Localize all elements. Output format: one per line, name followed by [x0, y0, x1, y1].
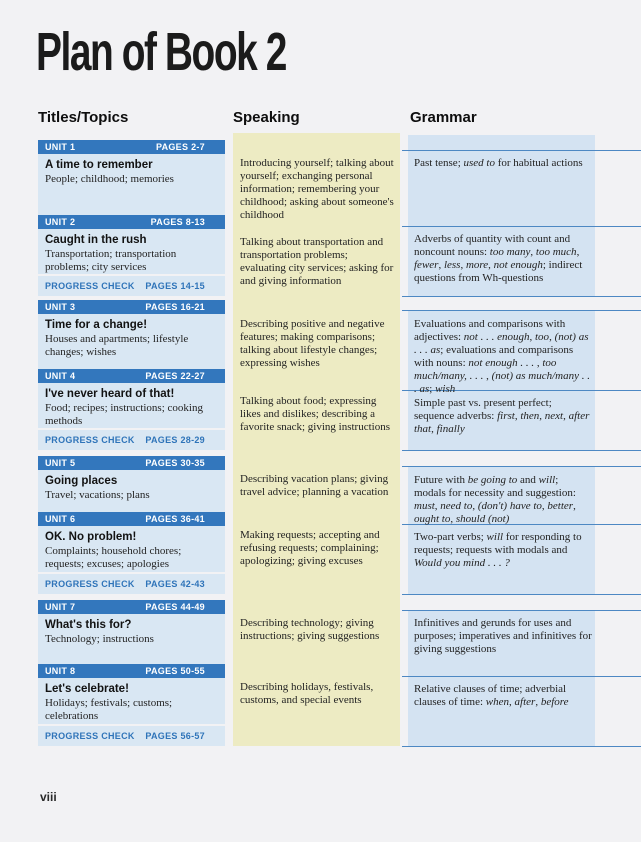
unit-group-2: [38, 300, 225, 450]
page-number: viii: [40, 790, 57, 804]
unit-8-grammar: Relative clauses of time; adverbial clauses of time: when, after, before: [414, 683, 569, 708]
unit-8-topics: Holidays; festivals; customs; celebrations: [45, 697, 173, 722]
progress-check-row-1: [38, 274, 225, 296]
unit-8-title: Let's celebrate!: [45, 683, 129, 695]
unit-group-4: [38, 600, 225, 746]
grammar-divider-line: [402, 676, 641, 677]
unit-6-grammar: Two-part verbs; will for responding to requests; requests with modals and Would you mind . . . ?: [414, 531, 582, 569]
unit-6-topic-cell: [38, 526, 225, 572]
unit-6-speaking: Making requests; accepting and refusing requests; complaining; apologizing; giving excuses: [240, 529, 380, 567]
progress-check-label: PROGRESS CHECK: [45, 731, 135, 741]
unit-5-speaking: Describing vacation plans; giving travel advice; planning a vacation: [240, 473, 389, 498]
grammar-divider-line: [402, 150, 641, 151]
unit-3-topic-cell: [38, 314, 225, 369]
unit-group-3: [38, 456, 225, 594]
column-header-titles-topics: Titles/Topics: [38, 109, 129, 126]
unit-7-topics: Technology; instructions: [45, 633, 154, 645]
unit-4-speaking: Talking about food; expressing likes and dislikes; describing a favorite snack; giving instructions: [240, 395, 390, 433]
grammar-divider-line: [402, 450, 641, 451]
unit-1-title: A time to remember: [45, 159, 153, 171]
unit-5-title: Going places: [45, 475, 118, 487]
progress-check-pages: PAGES 14-15: [145, 281, 205, 291]
unit-1-pages-label: PAGES 2-7: [155, 142, 205, 152]
unit-2-number-label: UNIT 2: [45, 217, 76, 227]
unit-3-grammar: Evaluations and comparisons with adjectives: not . . . enough, too, (not) as . . . as; evaluations and comparisons with nouns: not enough . . . , too much/many, . . . , (not) as much/many . . . as; wish: [414, 318, 590, 395]
unit-3-title: Time for a change!: [45, 319, 148, 331]
unit-8-number-label: UNIT 8: [45, 666, 76, 676]
grammar-divider-line: [402, 610, 641, 611]
unit-8-pages-label: PAGES 50-55: [145, 666, 205, 676]
unit-5-topics: Travel; vacations; plans: [45, 489, 150, 501]
progress-check-label: PROGRESS CHECK: [45, 281, 135, 291]
grammar-divider-line: [402, 466, 641, 467]
progress-check-row-4: [38, 724, 225, 746]
unit-5-number-label: UNIT 5: [45, 458, 76, 468]
grammar-divider-line: [402, 594, 641, 595]
unit-2-pages-label: PAGES 8-13: [150, 217, 205, 227]
unit-2-grammar: Adverbs of quantity with count and noncount nouns: too many, too much, fewer, less, more, not enough; indirect questions from Wh-questions: [414, 233, 583, 284]
unit-1-grammar: Past tense; used to for habitual actions: [414, 157, 583, 169]
grammar-divider-line: [402, 226, 641, 227]
progress-check-pages: PAGES 42-43: [145, 579, 205, 589]
grammar-divider-line: [402, 310, 641, 311]
unit-6-topics: Complaints; household chores; requests; excuses; apologies: [45, 545, 182, 570]
unit-4-topic-cell: [38, 383, 225, 428]
unit-7-pages-label: PAGES 44-49: [145, 602, 205, 612]
unit-5-header-bar: [38, 456, 225, 470]
unit-8-speaking: Describing holidays, festivals, customs, and special events: [240, 681, 374, 706]
unit-2-header-bar: [38, 215, 225, 229]
unit-8-header-bar: [38, 664, 225, 678]
unit-2-speaking: Talking about transportation and transportation problems; evaluating city services; asking for and giving information: [240, 236, 394, 287]
unit-7-title: What's this for?: [45, 619, 132, 631]
unit-6-title: OK. No problem!: [45, 531, 137, 543]
progress-check-row-3: [38, 572, 225, 594]
unit-4-pages-label: PAGES 22-27: [145, 371, 205, 381]
unit-3-topics: Houses and apartments; lifestyle changes; wishes: [45, 333, 189, 358]
unit-6-header-bar: [38, 512, 225, 526]
speaking-column-band: [233, 133, 400, 746]
unit-5-topic-cell: [38, 470, 225, 512]
unit-7-topic-cell: [38, 614, 225, 664]
unit-1-header-bar: [38, 140, 225, 154]
unit-4-topics: Food; recipes; instructions; cooking methods: [45, 402, 203, 427]
progress-check-pages: PAGES 28-29: [145, 435, 205, 445]
unit-6-pages-label: PAGES 36-41: [145, 514, 205, 524]
page-title: Plan of Book 2: [36, 22, 286, 82]
unit-7-header-bar: [38, 600, 225, 614]
unit-1-number-label: UNIT 1: [45, 142, 76, 152]
unit-3-header-bar: [38, 300, 225, 314]
unit-4-grammar: Simple past vs. present perfect; sequence adverbs: first, then, next, after that, finally: [414, 397, 590, 435]
progress-check-row-2: [38, 428, 225, 450]
column-header-grammar: Grammar: [410, 109, 477, 126]
progress-check-label: PROGRESS CHECK: [45, 435, 135, 445]
column-header-speaking: Speaking: [233, 109, 300, 126]
unit-1-topics: People; childhood; memories: [45, 173, 174, 185]
unit-7-grammar: Infinitives and gerunds for uses and purposes; imperatives and infinitives for giving suggestions: [414, 617, 592, 655]
unit-5-pages-label: PAGES 30-35: [145, 458, 205, 468]
unit-3-pages-label: PAGES 16-21: [145, 302, 205, 312]
unit-5-grammar: Future with be going to and will; modals for necessity and suggestion: must, need to, (don't) have to, better, ought to, should (not): [414, 474, 576, 525]
unit-7-speaking: Describing technology; giving instructions; giving suggestions: [240, 617, 380, 642]
unit-3-number-label: UNIT 3: [45, 302, 76, 312]
unit-8-topic-cell: [38, 678, 225, 724]
grammar-divider-line: [402, 746, 641, 747]
unit-3-speaking: Describing positive and negative features; making comparisons; talking about lifestyle changes; expressing wishes: [240, 318, 385, 369]
unit-group-1: [38, 140, 225, 296]
unit-4-header-bar: [38, 369, 225, 383]
unit-2-topic-cell: [38, 229, 225, 274]
unit-1-speaking: Introducing yourself; talking about yourself; exchanging personal information; remembering your childhood; asking about someone's childhood: [240, 157, 394, 221]
unit-4-title: I've never heard of that!: [45, 388, 175, 400]
progress-check-label: PROGRESS CHECK: [45, 579, 135, 589]
unit-4-number-label: UNIT 4: [45, 371, 76, 381]
unit-2-title: Caught in the rush: [45, 234, 147, 246]
unit-6-number-label: UNIT 6: [45, 514, 76, 524]
unit-7-number-label: UNIT 7: [45, 602, 76, 612]
progress-check-pages: PAGES 56-57: [145, 731, 205, 741]
unit-1-topic-cell: [38, 154, 225, 215]
unit-2-topics: Transportation; transportation problems; city services: [45, 248, 177, 273]
grammar-divider-line: [402, 296, 641, 297]
